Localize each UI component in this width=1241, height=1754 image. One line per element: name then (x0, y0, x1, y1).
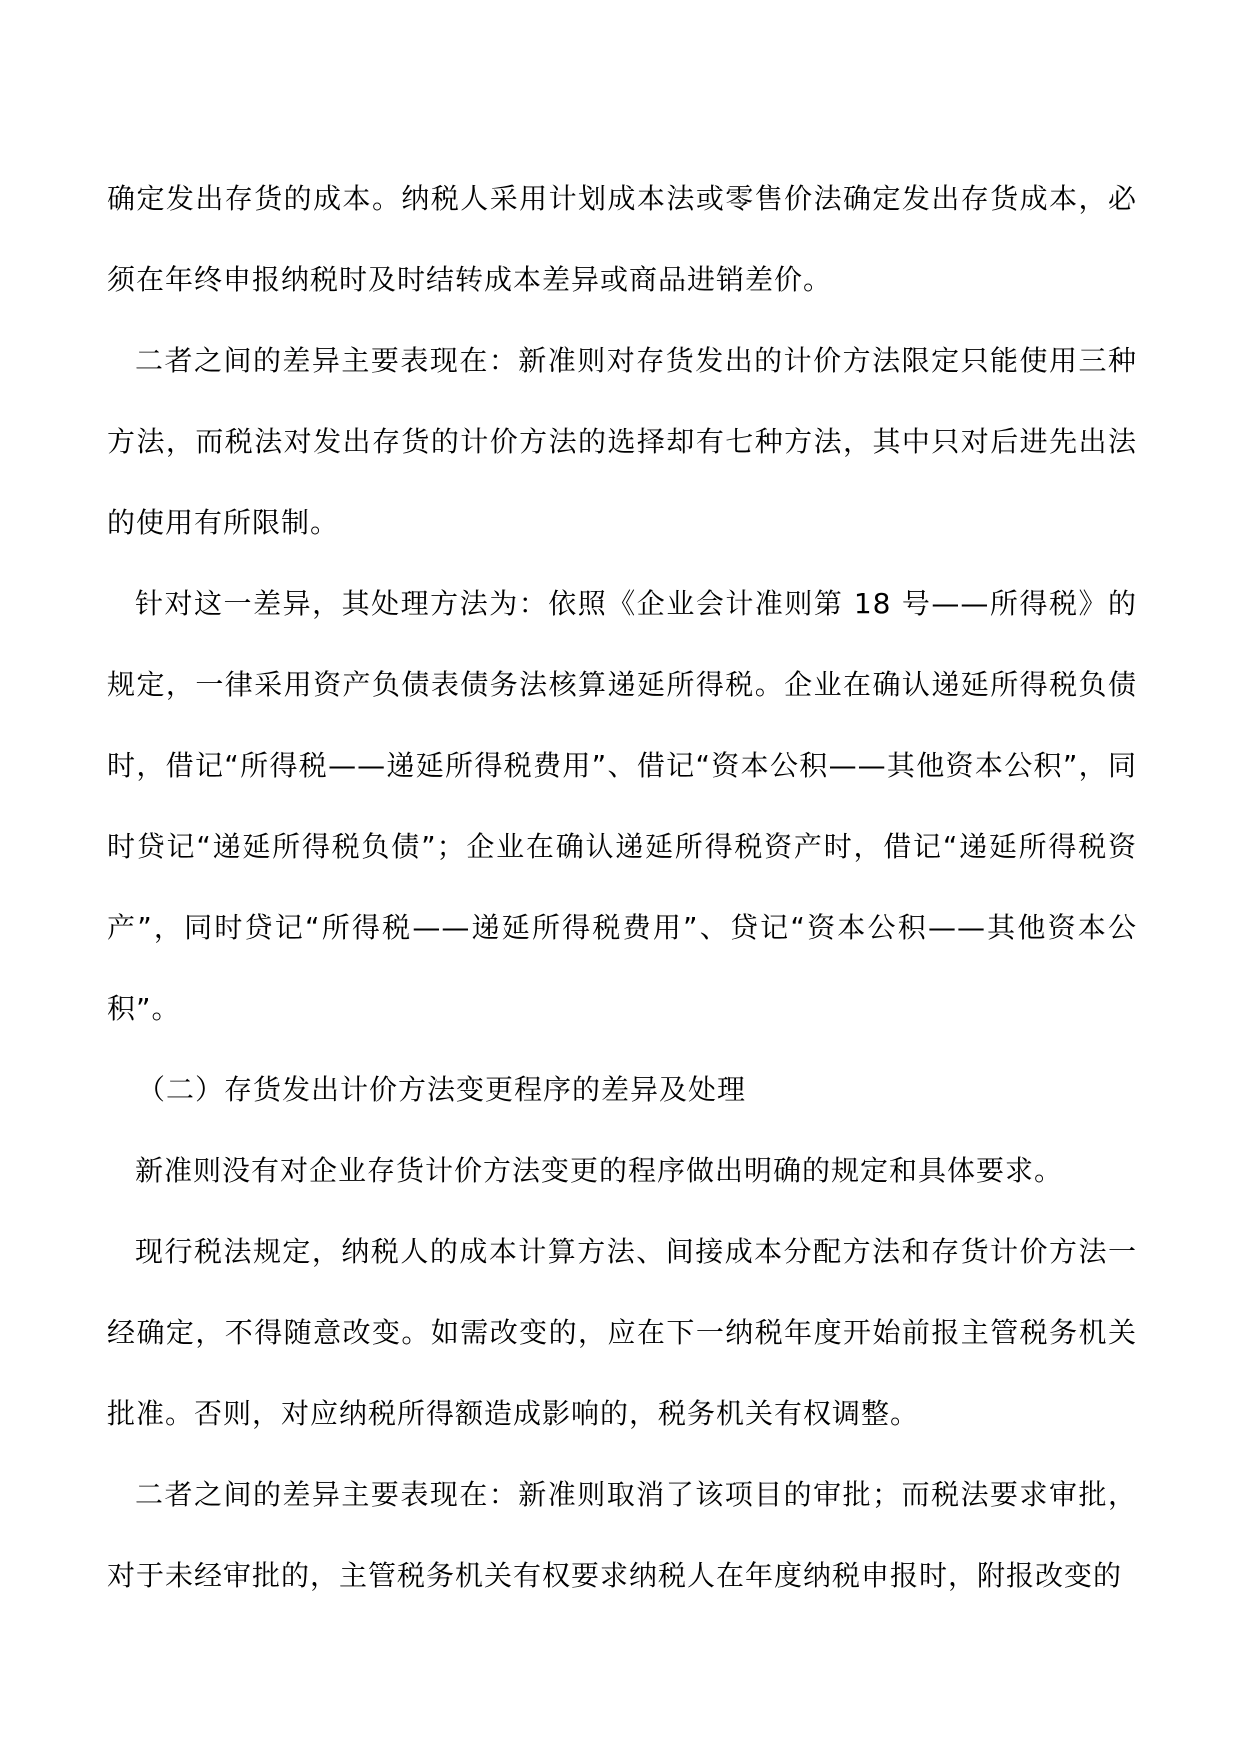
paragraph-tax-law: 现行税法规定，纳税人的成本计算方法、间接成本分配方法和存货计价方法一经确定，不得随意改变。如需改变的，应在下一纳税年度开始前报主管税务机关批准。否则，对应纳税所得额造成影响的，税务机关有权调整。 (107, 1235, 1137, 1430)
document-body (107, 158, 1137, 1616)
paragraph-difference-methods: 二者之间的差异主要表现在：新准则对存货发出的计价方法限定只能使用三种方法，而税法对发出存货的计价方法的选择却有七种方法，其中只对后进先出法的使用有所限制。 (107, 344, 1137, 539)
paragraph-new-standard: 新准则没有对企业存货计价方法变更的程序做出明确的规定和具体要求。 (135, 1154, 1064, 1187)
paragraph-treatment: 针对这一差异，其处理方法为：依照《企业会计准则第 18 号——所得税》的规定，一律采用资产负债表债务法核算递延所得税。企业在确认递延所得税负债时，借记“所得税——递延所得税费用”、借记“资本公积——其他资本公积”，同时贷记“递延所得税负债”；企业在确认递延所得税资产时，借记“递延所得税资产”，同时贷记“所得税——递延所得税费用”、贷记“资本公积——其他资本公积”。 (107, 587, 1137, 1025)
paragraph-inventory-cost: 确定发出存货的成本。纳税人采用计划成本法或零售价法确定发出存货成本，必须在年终申报纳税时及时结转成本差异或商品进销差价。 (107, 182, 1137, 296)
paragraph-approval-difference: 二者之间的差异主要表现在：新准则取消了该项目的审批；而税法要求审批，对于未经审批的，主管税务机关有权要求纳税人在年度纳税申报时，附报改变的 (107, 1478, 1137, 1592)
section-heading: （二）存货发出计价方法变更程序的差异及处理 (137, 1073, 747, 1106)
